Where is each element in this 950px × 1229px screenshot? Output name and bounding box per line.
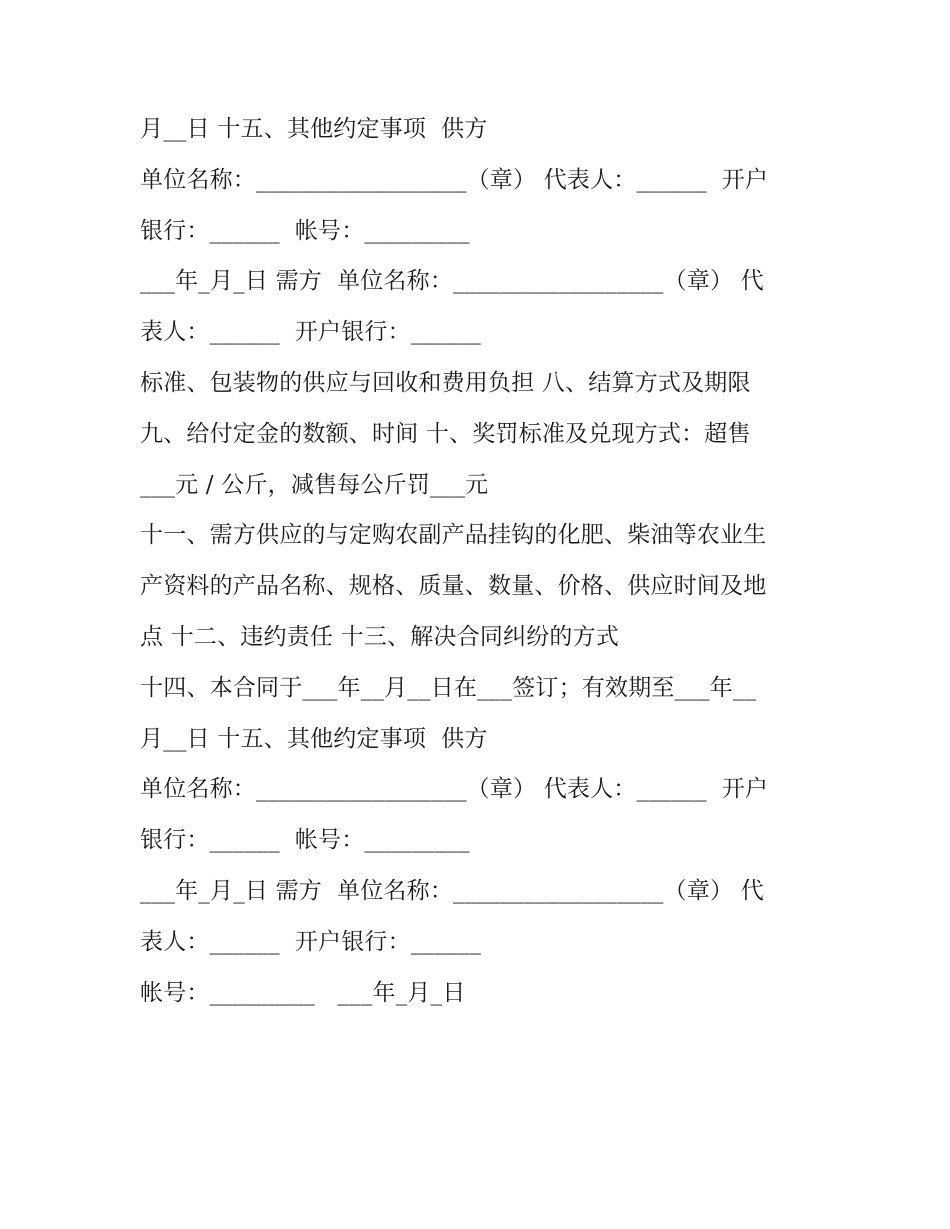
- text-line: 月__日 十五、其他约定事项 供方: [140, 725, 488, 752]
- text-line: 表人：______ 开户银行：______: [140, 319, 482, 346]
- text-line: 九、给付定金的数额、时间 十、奖罚标准及兑现方式：超售: [140, 420, 751, 447]
- text-line: 单位名称：__________________（章） 代表人：______ 开户: [140, 776, 769, 803]
- text-line: 十一、需方供应的与定购农副产品挂钩的化肥、柴油等农业生: [140, 522, 767, 549]
- text-line: 表人：______ 开户银行：______: [140, 928, 482, 955]
- text-line: 点 十二、违约责任 十三、解决合同纠纷的方式: [140, 623, 620, 650]
- text-line: 标准、包装物的供应与回收和费用负担 八、结算方式及期限: [140, 369, 751, 396]
- text-line: 产资料的产品名称、规格、质量、数量、价格、供应时间及地: [140, 573, 767, 600]
- text-line: ___年_月_日 需方 单位名称：__________________（章） 代: [140, 268, 764, 295]
- contract-document-body: [140, 104, 820, 1018]
- text-line: 单位名称：__________________（章） 代表人：______ 开户: [140, 166, 769, 193]
- text-line: 银行：______ 帐号：_________: [140, 217, 470, 244]
- text-line: 帐号：_________ ___年_月_日: [140, 979, 466, 1006]
- text-line: 银行：______ 帐号：_________: [140, 827, 470, 854]
- text-line: 月__日 十五、其他约定事项 供方: [140, 116, 488, 142]
- text-line: ___元 / 公斤，减售每公斤罚___元: [140, 471, 489, 498]
- text-line: 十四、本合同于___年__月__日在___签订；有效期至___年__: [140, 674, 757, 701]
- text-line: ___年_月_日 需方 单位名称：__________________（章） 代: [140, 877, 764, 904]
